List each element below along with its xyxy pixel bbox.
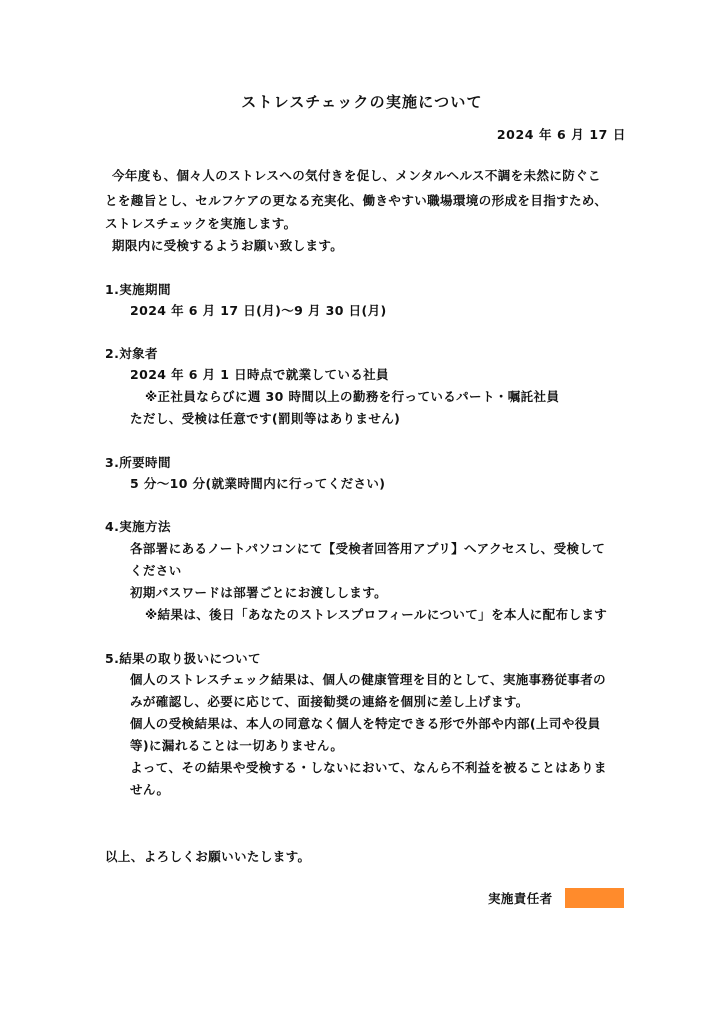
page-title: ストレスチェックの実施について xyxy=(241,93,483,111)
target-line-3: ただし、受検は任意です(罰則等はありません) xyxy=(130,411,401,426)
intro-line-4: 期限内に受検するようお願い致します。 xyxy=(112,238,344,253)
signature-label: 実施責任者 xyxy=(488,891,553,906)
results-line-2: みが確認し、必要に応じて、面接勧奨の連絡を個別に差し上げます。 xyxy=(130,694,529,709)
closing-remark: 以上、よろしくお願いいたします。 xyxy=(105,849,311,864)
results-line-3: 個人の受検結果は、本人の同意なく個人を特定できる形で外部や内部(上司や役員 xyxy=(130,716,601,731)
issue-date: 2024 年 6 月 17 日 xyxy=(496,127,626,142)
section-heading-method: 4.実施方法 xyxy=(105,519,171,534)
results-line-4: 等)に漏れることは一切ありません。 xyxy=(130,738,344,753)
results-line-5: よって、その結果や受検する・しないにおいて、なんら不利益を被ることはありま xyxy=(130,760,607,775)
target-line-2: ※正社員ならびに週 30 時間以上の勤務を行っているパート・嘱託社員 xyxy=(145,389,560,404)
section-heading-target: 2.対象者 xyxy=(105,346,158,361)
results-line-6: せん。 xyxy=(130,782,170,797)
results-line-1: 個人のストレスチェック結果は、個人の健康管理を目的として、実施事務従事者の xyxy=(130,672,607,687)
method-line-3: 初期パスワードは部署ごとにお渡しします。 xyxy=(130,585,388,600)
target-line-1: 2024 年 6 月 1 日時点で就業している社員 xyxy=(130,367,389,382)
method-line-1: 各部署にあるノートパソコンにて【受検者回答用アプリ】へアクセスし、受検して xyxy=(130,541,606,556)
period-line-1: 2024 年 6 月 17 日(月)～9 月 30 日(月) xyxy=(130,303,387,318)
method-line-2: ください xyxy=(130,563,182,578)
intro-line-2: とを趣旨とし、セルフケアの更なる充実化、働きやすい職場環境の形成を目指すため、 xyxy=(105,193,608,208)
section-heading-duration: 3.所要時間 xyxy=(105,455,171,470)
method-line-4: ※結果は、後日「あなたのストレスプロフィールについて」を本人に配布します xyxy=(145,607,608,622)
intro-line-3: ストレスチェックを実施します。 xyxy=(105,216,297,231)
section-heading-results: 5.結果の取り扱いについて xyxy=(105,651,261,666)
redacted-name-box xyxy=(565,888,624,908)
duration-line-1: 5 分～10 分(就業時間内に行ってください) xyxy=(130,476,386,491)
intro-line-1: 今年度も、個々人のストレスへの気付きを促し、メンタルヘルス不調を未然に防ぐこ xyxy=(112,168,601,183)
section-heading-period: 1.実施期間 xyxy=(105,282,171,297)
